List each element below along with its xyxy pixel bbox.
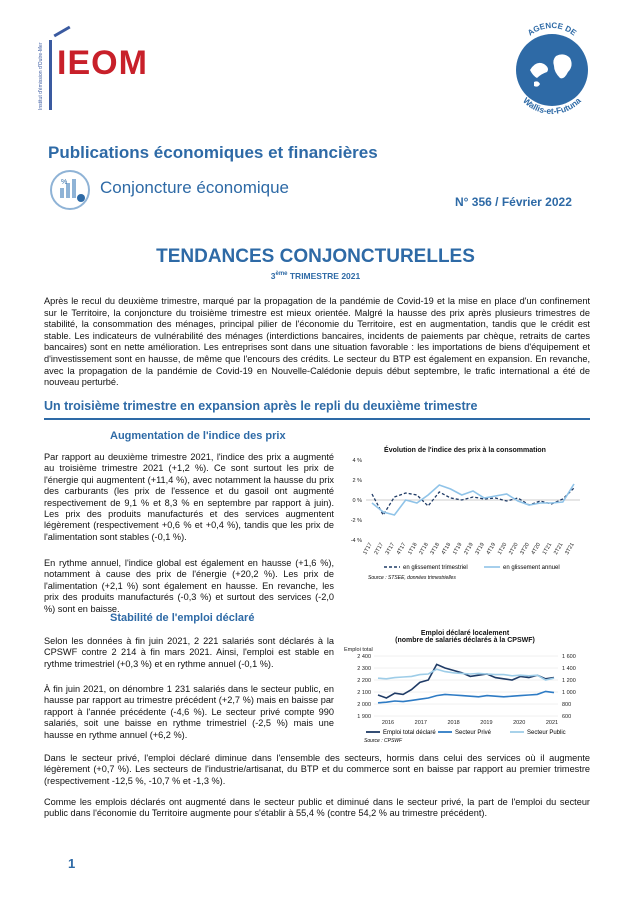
cpi-legend-label-1: en glissement annuel bbox=[503, 565, 560, 571]
cpi-xtick-label: 3T20 bbox=[519, 542, 531, 556]
employment-ytick-left: 2 000 bbox=[357, 702, 371, 708]
employment-ylabel-left: Emploi total bbox=[344, 647, 373, 653]
emploi-heading: Stabilité de l'emploi déclaré bbox=[110, 612, 255, 624]
employment-series-line-0 bbox=[378, 664, 554, 698]
employment-ytick-left: 2 200 bbox=[357, 678, 371, 684]
employment-chart bbox=[340, 630, 590, 754]
cpi-xtick-label: 3T18 bbox=[429, 542, 442, 556]
page-subtitle: 3ème TRIMESTRE 2021 bbox=[270, 271, 361, 281]
intro-paragraph: Après le recul du deuxième trimestre, marqué par la propagation de la pandémie de Covid-19 et la mise en place d'un confinement sur le Territoire, la conjoncture du troisième trimestre est mieux orientée. Malgré la hausse des prix après plusieurs trimestres de stabilité, la consommation des ménages, principal pilier de l'économie du Territoire, est en augmentation, tandis que le crédit est stable. Les indicateurs de vulnérabilité des ménages (interdictions bancaires, incidents de paiements par chèque, retraits de cartes bancaires) sont en nette amélioration. Les entreprises sont dans une situation favorable : les importations de biens d'équipement et d'investissement sont en hausse, de même que l'encours des crédits. Le secteur du BTP est également en expansion. En revanche, avec la propagation de la pandémie de Covid-19 en Nouvelle-Calédonie depuis début septembre, le trafic international a été de nouveau perturbé. bbox=[44, 296, 590, 388]
employment-legend-label-2: Secteur Public bbox=[527, 730, 566, 736]
cpi-ytick-label: -4 % bbox=[350, 538, 362, 544]
employment-xtick: 2018 bbox=[447, 720, 460, 726]
cpi-chart-svg bbox=[340, 454, 590, 582]
employment-ytick-right: 600 bbox=[562, 714, 572, 720]
svg-text:%: % bbox=[61, 179, 68, 186]
cpi-xtick-label: 2T18 bbox=[418, 542, 430, 556]
conjoncture-icon bbox=[48, 168, 92, 212]
cpi-series-line-0 bbox=[372, 488, 574, 515]
prix-paragraph-2: En rythme annuel, l'indice global est également en hausse (+1,6 %), notamment à cause des prix de l'énergie (+20,2 %). Les prix de l'alimentation (+2,1 %) sont également en hausse. En revanche, les prix des produits manufacturés (-0,3 %) et surtout des services (-2,0 %) sont en baisse. bbox=[44, 558, 334, 614]
employment-ytick-left: 2 400 bbox=[357, 654, 371, 660]
agency-label-bottom: Wallis-et-Futuna bbox=[521, 95, 583, 117]
cpi-xtick-label: 1T20 bbox=[496, 542, 509, 556]
cpi-xtick-label: 4T20 bbox=[530, 542, 543, 556]
cpi-ytick-label: 2 % bbox=[352, 478, 362, 484]
page-number: 1 bbox=[68, 856, 76, 871]
employment-ytick-left: 2 100 bbox=[357, 690, 371, 696]
employment-xtick: 2021 bbox=[545, 720, 559, 726]
cpi-ytick-label: 0 % bbox=[352, 498, 362, 504]
employment-chart-svg bbox=[340, 644, 590, 744]
map-circle bbox=[516, 34, 588, 106]
employment-legend-label-1: Secteur Privé bbox=[455, 730, 492, 736]
emploi-paragraph-2: À fin juin 2021, on dénombre 1 231 salariés dans le secteur public, en hausse par rapport au trimestre précédent (+2,7 %) mais en baisse par rapport à l'année précédente (-4,6 %). Le secteur privé compte 990 salariés, soit une baisse en rythme trimestriel (-2,5 %) mais une hausse en rythme annuel (+6,2 %). bbox=[44, 684, 334, 740]
employment-chart-subtitle: (nombre de salariés déclarés à la CPSWF) bbox=[395, 637, 535, 644]
prix-paragraph-1: Par rapport au deuxième trimestre 2021, l'indice des prix a augmenté au troisième trimestre 2021 (+1,2 %). Ce sont surtout les prix de l'énergie qui augmentent (+11,4 %), avec notamment la hausse du prix des carburants (les prix de l'essence et du gasoil ont augmenté respectivement de 9,1 % et 8,3 % en septembre par rapport à juin). Les prix des produits manufacturés et des services augmentent légèrement (respectivement +0,6 % et +0,4 %), tandis que les prix de l'alimentation sont stables (-0,1 %). bbox=[44, 452, 334, 542]
cpi-chart bbox=[340, 447, 590, 589]
cpi-xtick-label: 2T21 bbox=[553, 542, 565, 556]
cpi-xtick-label: 4T18 bbox=[440, 542, 453, 556]
logo-small-text: Institut d'émission d'Outre-Mer bbox=[38, 42, 44, 110]
cpi-series-line-1 bbox=[372, 484, 574, 515]
employment-source: Source : CPSWF bbox=[364, 738, 403, 744]
cpi-xtick-label: 4T17 bbox=[395, 542, 408, 556]
employment-ytick-right: 1 200 bbox=[562, 678, 576, 684]
ieom-logo: IEOM bbox=[57, 44, 148, 82]
cpi-source: Source : STSEE, données trimestrielles bbox=[368, 575, 456, 581]
cpi-xtick-label: 1T17 bbox=[362, 542, 374, 556]
cpi-xtick-label: 1T19 bbox=[452, 542, 464, 556]
employment-xtick: 2017 bbox=[414, 720, 427, 726]
logo-bar bbox=[49, 40, 52, 110]
employment-ytick-right: 1 000 bbox=[562, 690, 576, 696]
agency-label-top: AGENCE DE bbox=[525, 20, 579, 38]
section-rule bbox=[44, 418, 590, 420]
employment-ytick-left: 1 900 bbox=[357, 714, 371, 720]
prix-heading: Augmentation de l'indice des prix bbox=[110, 430, 286, 442]
cpi-ytick-label: -2 % bbox=[350, 518, 362, 524]
cpi-xtick-label: 4T19 bbox=[485, 542, 498, 556]
section-label: Conjoncture économique bbox=[100, 178, 290, 197]
section-title: Un troisième trimestre en expansion après le repli du deuxième trimestre bbox=[44, 399, 478, 413]
employment-xtick: 2020 bbox=[513, 720, 526, 726]
issue-number: N° 356 / Février 2022 bbox=[455, 195, 572, 209]
emploi-paragraph-4: Comme les emplois déclarés ont augmenté dans le secteur public et diminué dans le secteur privé, la part de l'emploi du secteur public dans l'économie du Territoire augmente pour s'établir à 55,4 % (contre 54,2 % au trimestre précédent). bbox=[44, 797, 590, 819]
employment-ytick-left: 2 300 bbox=[357, 666, 371, 672]
cpi-ytick-label: 4 % bbox=[352, 458, 362, 464]
page-title: TENDANCES CONJONCTURELLES bbox=[156, 246, 475, 267]
cpi-xtick-label: 3T17 bbox=[384, 542, 397, 556]
employment-ytick-right: 1 400 bbox=[562, 666, 576, 672]
cpi-xtick-label: 1T21 bbox=[541, 542, 554, 556]
employment-ytick-right: 1 600 bbox=[562, 654, 576, 660]
cpi-xtick-label: 3T19 bbox=[474, 542, 486, 556]
employment-legend-label-0: Emploi total déclaré bbox=[383, 730, 436, 736]
cpi-xtick-label: 2T19 bbox=[463, 542, 475, 556]
cpi-legend-label-0: en glissement trimestriel bbox=[403, 565, 468, 571]
emploi-paragraph-1: Selon les données à fin juin 2021, 2 221 salariés sont déclarés à la CPSWF contre 2 214 à fin mars 2021. Ainsi, l'emploi est stable en rythme trimestriel (+0,3 %) et en rythme annuel (-0,1 %). bbox=[44, 636, 334, 669]
employment-chart-title: Emploi déclaré localement bbox=[420, 630, 510, 637]
logo-accent bbox=[53, 26, 70, 38]
employment-xtick: 2016 bbox=[381, 720, 395, 726]
cpi-xtick-label: 2T20 bbox=[508, 542, 520, 556]
publication-title: Publications économiques et financières bbox=[48, 143, 378, 162]
employment-xtick: 2019 bbox=[480, 720, 493, 726]
agency-badge bbox=[496, 12, 606, 124]
cpi-xtick-label: 1T18 bbox=[407, 542, 419, 556]
cpi-xtick-label: 2T17 bbox=[373, 542, 385, 556]
cpi-chart-title: Évolution de l'indice des prix à la consommation bbox=[384, 447, 546, 454]
emploi-paragraph-3: Dans le secteur privé, l'emploi déclaré diminue dans l'ensemble des secteurs, hormis dans celui des services où il augmente légèrement (+0,7 %). Les secteurs de l'industrie/artisanat, du BTP et du commerce sont en baisse par rapport au premier trimestre (respectivement -12,5 %, -10,7 % et -1,3 %). bbox=[44, 753, 590, 786]
employment-ytick-right: 800 bbox=[562, 702, 572, 708]
cpi-xtick-label: 3T21 bbox=[564, 542, 576, 556]
